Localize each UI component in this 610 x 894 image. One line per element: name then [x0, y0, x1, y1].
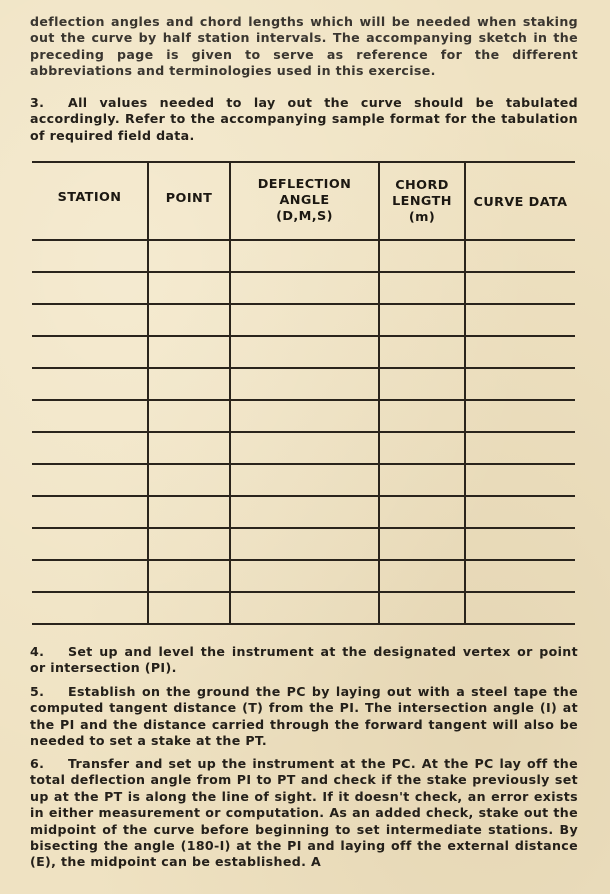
step-number: 5. — [30, 684, 45, 699]
table-row-rule — [32, 335, 575, 337]
step-text: All values needed to lay out the curve should be tabulated accordingly. Refer to the accompanying sample format for the tabulation of required field data. — [30, 95, 578, 143]
table-row-rule — [32, 527, 575, 529]
column-divider — [229, 161, 231, 625]
paragraph-step-3 — [30, 95, 578, 144]
paragraph-intro: deflection angles and chord lengths which will be needed when staking out the curve by half station intervals. The accompanying sketch in the preceding page is given to serve as reference for the different abbreviations and terminologies used in this exercise. — [30, 14, 578, 79]
header-point: POINT — [165, 191, 213, 206]
header-chord-line2: LENGTH — [392, 194, 452, 209]
paragraph-step-5 — [30, 684, 578, 750]
table-row-rule — [32, 431, 575, 433]
paragraph-step-6 — [30, 756, 578, 871]
header-curve-data: CURVE DATA — [473, 195, 568, 210]
column-divider — [147, 161, 149, 625]
table-row-rule — [32, 559, 575, 561]
header-deflection-line2: ANGLE — [279, 193, 330, 208]
step-number: 3. — [30, 95, 45, 110]
paragraph-step-4 — [30, 644, 578, 677]
step-text: Establish on the ground the PC by laying out with a steel tape the computed tangent distance (T) from the PI. The intersection angle (I) at the PI and the distance carried through the forward tangent will also be needed to set a stake at the PT. — [30, 684, 578, 749]
table-rule-bottom — [32, 623, 575, 625]
header-station: STATION — [57, 190, 122, 205]
table-row-rule — [32, 367, 575, 369]
table-row-rule — [32, 303, 575, 305]
step-text: Set up and level the instrument at the designated vertex or point or intersection (PI). — [30, 644, 578, 676]
header-chord-line3: (m) — [408, 210, 436, 225]
table-row-rule — [32, 495, 575, 497]
table-rule-top — [32, 161, 575, 163]
header-deflection-angle — [231, 177, 378, 225]
column-divider — [464, 161, 466, 625]
table-rule-header-bottom — [32, 239, 575, 241]
header-deflection-line1: DEFLECTION — [257, 177, 352, 192]
column-divider — [378, 161, 380, 625]
header-deflection-line3: (D,M,S) — [276, 209, 333, 224]
header-chord-length — [380, 178, 464, 226]
header-chord-line1: CHORD — [395, 178, 449, 193]
step-number: 4. — [30, 644, 45, 659]
step-text: Transfer and set up the instrument at the PC. At the PC lay off the total deflection angle from PI to PT and check if the stake previously set up at the PT is along the line of sight. If it doesn't check, an error exists in either measurement or computation. As an added check, stake out the midpoint of the curve before beginning to set intermediate stations. By bisecting the angle (180-I) at the PI and laying off the external distance (E), the midpoint can be established. A — [30, 756, 578, 870]
table-row-rule — [32, 591, 575, 593]
table-row-rule — [32, 271, 575, 273]
table-row-rule — [32, 399, 575, 401]
table-row-rule — [32, 463, 575, 465]
field-data-table — [32, 161, 575, 625]
step-number: 6. — [30, 756, 45, 771]
